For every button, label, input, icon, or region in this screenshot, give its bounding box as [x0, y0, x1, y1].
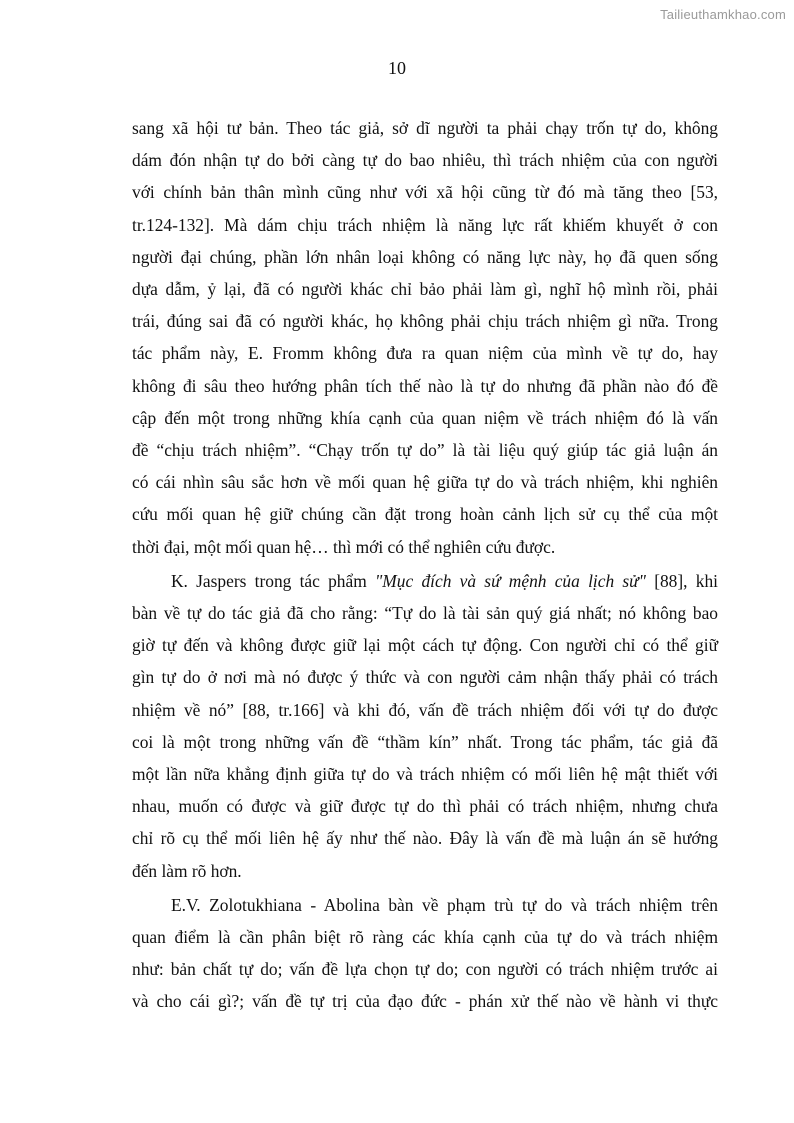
- text-run: K. Jaspers trong tác phẩm: [171, 570, 375, 591]
- text-line: tr.124-132]. Mà dám chịu trách nhiệm là năng lực rất khiếm khuyết ở con: [132, 214, 718, 235]
- text-line: người đại chúng, phần lớn nhân loại không có năng lực này, họ đã quen sống: [132, 246, 718, 267]
- text-line: đến làm rõ hơn.: [132, 860, 242, 881]
- text-line: quan điểm là cần phân biệt rõ ràng các khía cạnh của tự do và trách nhiệm: [132, 927, 718, 948]
- text-line: chỉ rõ cụ thể mối liên hệ ấy như thế nào. Đây là vấn đề mà luận án sẽ hướng: [132, 828, 718, 849]
- text-line: và cho cái gì?; vấn đề tự trị của đạo đức - phán xử thế nào về hành vi thực: [132, 991, 718, 1012]
- text-line: với chính bản thân mình cũng như với xã hội cũng từ đó mà tăng theo [53,: [132, 182, 718, 203]
- text-line: sang xã hội tư bản. Theo tác giả, sở dĩ người ta phải chạy trốn tự do, không: [132, 118, 718, 138]
- paragraph-2: [132, 565, 718, 887]
- text-line: giờ tự đến và không được giữ lại một cách tự động. Con người chỉ có thể giữ: [132, 635, 718, 656]
- text-line: E.V. Zolotukhiana - Abolina bàn về phạm trù tự do và trách nhiệm trên: [171, 894, 718, 915]
- text-run: [88], khi: [645, 570, 718, 591]
- text-line: [132, 565, 718, 597]
- watermark: Tailieuthamkhao.com: [660, 7, 786, 22]
- text-line: như: bản chất tự do; vấn đề lựa chọn tự do; con người có trách nhiệm trước ai: [132, 959, 718, 980]
- text-line: dựa dẫm, ỷ lại, đã có người khác chỉ bảo phải làm gì, nghĩ hộ mình rồi, phải: [132, 279, 718, 300]
- text-line: dám đón nhận tự do bởi càng tự do bao nhiêu, thì trách nhiệm của con người: [132, 150, 718, 171]
- text-line: bàn về tự do tác giả đã cho rằng: “Tự do là tài sản quý giá nhất; nó không bao: [132, 603, 718, 624]
- paragraph-3: [132, 889, 718, 1018]
- text-line: trái, đúng sai đã có người khác, họ không phải chịu trách nhiệm gì nữa. Trong: [132, 311, 718, 332]
- book-title: "Mục đích và sứ mệnh của lịch sử": [375, 570, 646, 591]
- text-line: nhiệm về nó” [88, tr.166] và khi đó, vấn đề trách nhiệm đối với tự do được: [132, 699, 718, 720]
- text-line: cứu mối quan hệ giữ chúng cần đặt trong hoàn cảnh lịch sử cụ thể của một: [132, 504, 718, 525]
- text-line: thời đại, một mối quan hệ… thì mới có thể nghiên cứu được.: [132, 536, 556, 557]
- text-line: có cái nhìn sâu sắc hơn về mối quan hệ giữa tự do và trách nhiệm, khi nghiên: [132, 472, 718, 493]
- text-line: không đi sâu theo hướng phân tích thế nào là tự do nhưng đã phần nào đó đề: [132, 375, 718, 396]
- text-line: cập đến một trong những khía cạnh của quan niệm về trách nhiệm đó là vấn: [132, 407, 718, 428]
- page-number: 10: [388, 58, 406, 78]
- text-line: gìn tự do ở nơi mà nó được ý thức và con người cảm nhận thấy phải có trách: [132, 667, 718, 688]
- paragraph-1: [132, 112, 718, 563]
- text-line: tác phẩm này, E. Fromm không đưa ra quan niệm của mình về tự do, hay: [132, 343, 718, 364]
- text-line: nhau, muốn có được và giữ được tự do thì phải có trách nhiệm, nhưng chưa: [132, 796, 718, 817]
- document-body: [132, 112, 718, 1018]
- text-line: một lần nữa khẳng định giữa tự do và trách nhiệm có mối liên hệ mật thiết với: [132, 764, 718, 785]
- text-line: coi là một trong những vấn đề “thầm kín” nhất. Trong tác phẩm, tác giả đã: [132, 731, 718, 752]
- text-line: đề “chịu trách nhiệm”. “Chạy trốn tự do” là tài liệu quý giúp tác giả luận án: [132, 440, 718, 461]
